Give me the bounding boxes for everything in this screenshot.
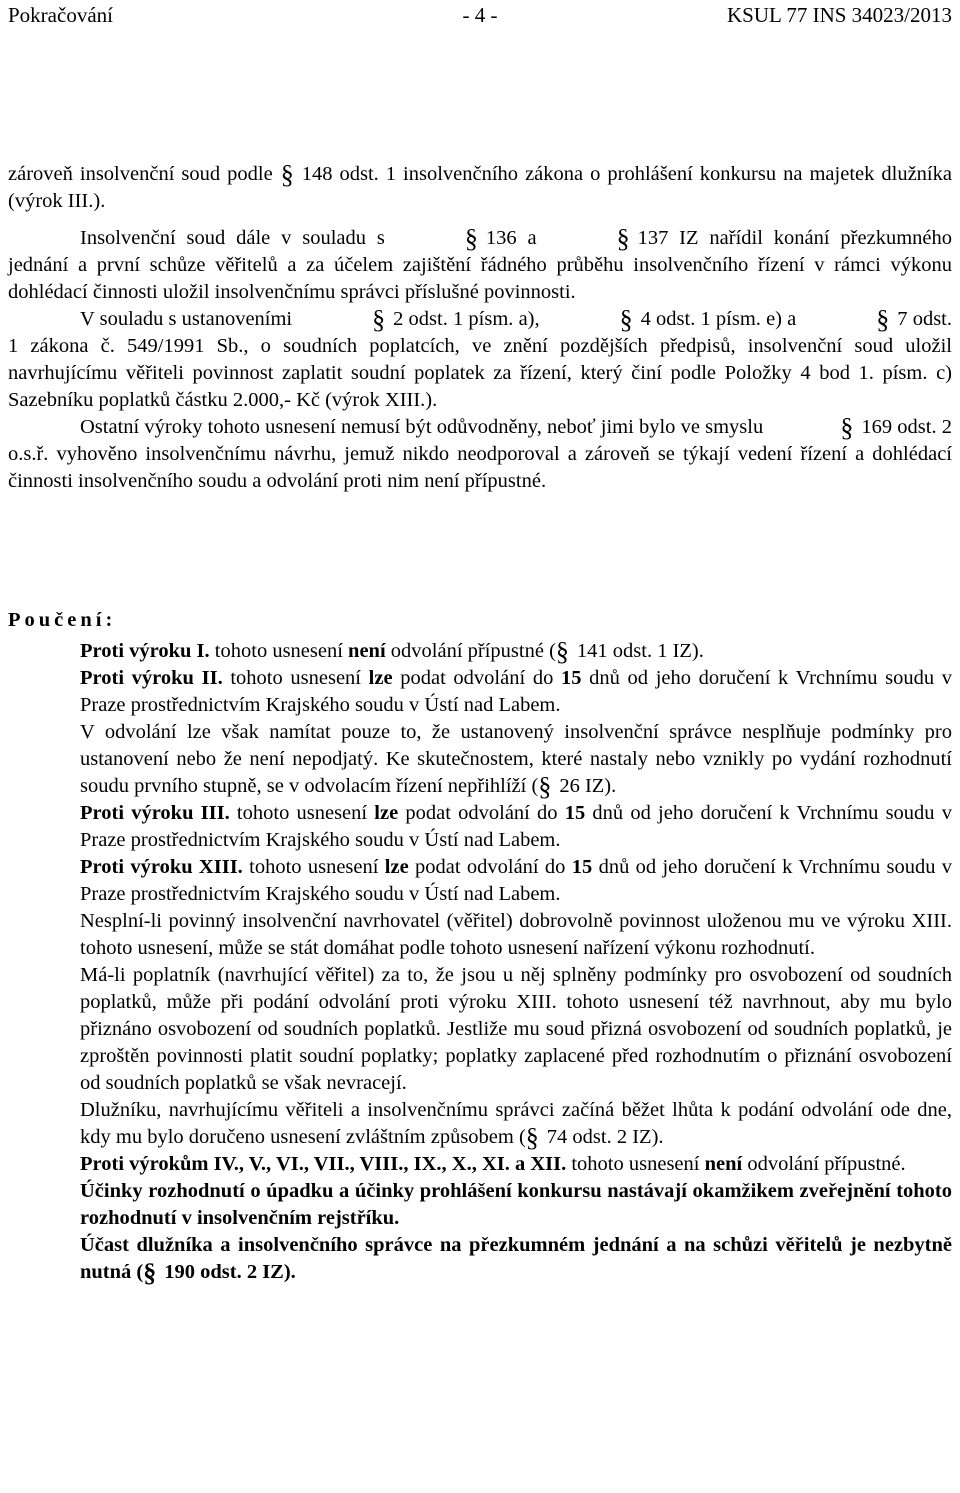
instruction-lhuta: Dlužníku, navrhujícímu věřiteli a insolvenčnímu správci začíná běžet lhůta k podání odvolání ode dne, kdy mu bylo doručeno usnesení zvláštním způsobem (§ 74 odst. 2 IZ). xyxy=(80,1099,952,1152)
body-paragraphs xyxy=(8,225,952,495)
paragraph-prezkumne-jednani: Insolvenční soud dále v souladu s § 136 a § 137 IZ nařídil konání přezkumného jednání a první schůze věřitelů a za účelem zajištění řádného průběhu insolvenčního řízení v rámci výkonu dohlédací činnosti uložil insolvenčnímu správci příslušné povinnosti. xyxy=(8,224,952,303)
paragraph-konkurs xyxy=(8,161,952,215)
section-sign: § xyxy=(876,305,890,334)
paragraph-text: zároveň insolvenční soud podle § 148 odst. 1 insolvenčního zákona o prohlášení konkursu na majetek dlužníka (výrok III.). xyxy=(8,160,952,212)
instruction-vyrok-iii: Proti výroku III. tohoto usnesení lze podat odvolání do 15 dnů od jeho doručení k Vrchnímu soudu v Praze prostřednictvím Krajského soudu v Ústí nad Labem. xyxy=(80,802,952,851)
header-continuation: Pokračování xyxy=(8,3,113,27)
instruction-osvobozeni: Má-li poplatník (navrhující věřitel) za to, že jsou u něj splněny podmínky pro osvobození od soudních poplatků, může při podání odvolání proti výroku XIII. tohoto usnesení též navrhnout, aby mu bylo přiznáno osvobození od soudních poplatků. Jestliže mu soud přizná osvobození od soudních poplatků, je zproštěn povinnosti platit soudní poplatky; poplatky zaplacené před rozhodnutím o přiznání osvobození od soudních poplatků se však nevracejí. xyxy=(80,964,952,1094)
section-sign: § xyxy=(464,224,478,253)
instructions-body xyxy=(80,638,952,1286)
paragraph-ostatni-vyroky: Ostatní výroky tohoto usnesení nemusí být odůvodněny, neboť jimi bylo ve smyslu § 169 odst. 2 o.s.ř. vyhověno insolvenčnímu návrhu, jemuž nikdo neodporoval a zároveň se týkají vedení řízení a dohlédací činnosti insolvenčního soudu a odvolání proti nim není přípustné. xyxy=(8,413,953,492)
instruction-vyrok-ii-namitky: V odvolání lze však namítat pouze to, že ustanovený insolvenční správce nesplňuje podmínky pro ustanovení nebo že není nepodjatý. Ke skutečnostem, které nastaly nebo vznikly po vydání rozhodnutí soudu prvního stupně, se v odvolacím řízení nepřihlíží (§ 26 IZ). xyxy=(80,721,952,801)
instruction-vyrok-xiii: Proti výroku XIII. tohoto usnesení lze podat odvolání do 15 dnů od jeho doručení k Vrchnímu soudu v Praze prostřednictvím Krajského soudu v Ústí nad Labem. xyxy=(80,856,953,905)
attendance-statement: Účast dlužníka a insolvenčního správce na přezkumném jednání a na schůzi věřitelů je nezbytně nutná (§ 190 odst. 2 IZ). xyxy=(80,1234,952,1287)
page-header xyxy=(8,0,952,32)
section-sign: § xyxy=(280,160,294,189)
section-sign: § xyxy=(616,224,630,253)
section-sign: § xyxy=(143,1258,157,1287)
document-page xyxy=(8,0,953,1287)
section-sign: § xyxy=(372,305,386,334)
header-case-number: KSUL 77 INS 34023/2013 xyxy=(727,3,952,27)
header-page-number: - 4 - xyxy=(462,3,498,27)
instruction-vykon-rozhodnuti: Nesplní-li povinný insolvenční navrhovatel (věřitel) dobrovolně povinnost uloženou mu ve výroku XIII. tohoto usnesení, může se stát domáhat podle tohoto usnesení nařízení výkonu rozhodnutí. xyxy=(80,910,952,959)
instruction-vyrok-i: Proti výroku I. tohoto usnesení není odvolání přípustné (§ 141 odst. 1 IZ). xyxy=(80,637,704,666)
section-sign: § xyxy=(525,1123,539,1152)
section-sign: § xyxy=(555,637,569,666)
section-sign: § xyxy=(619,305,633,334)
effects-statement: Účinky rozhodnutí o úpadku a účinky prohlášení konkursu nastávají okamžikem zveřejnění tohoto rozhodnutí v insolvenčním rejstříku. xyxy=(80,1180,952,1229)
paragraph-soudni-poplatky: V souladu s ustanoveními § 2 odst. 1 písm. a), § 4 odst. 1 písm. e) a § 7 odst. 1 zákona č. 549/1991 Sb., o soudních poplatcích, ve znění pozdějších předpisů, insolvenční soud uložil navrhujícímu věřiteli povinnost zaplatit soudní poplatek za řízení, který činí podle Položky 4 bod 1. písm. c) Sazebníku poplatků částku 2.000,- Kč (výrok XIII.). xyxy=(8,305,952,411)
instructions-heading: Poučení: xyxy=(8,609,117,631)
section-sign: § xyxy=(840,413,854,442)
instruction-vyrok-ii: Proti výroku II. tohoto usnesení lze podat odvolání do 15 dnů od jeho doručení k Vrchnímu soudu v Praze prostřednictvím Krajského soudu v Ústí nad Labem. xyxy=(80,667,953,716)
instruction-vyroky-iv-xii: Proti výrokům IV., V., VI., VII., VIII., IX., X., XI. a XII. tohoto usnesení není odvolání přípustné. xyxy=(80,1153,906,1175)
section-sign: § xyxy=(538,772,552,801)
